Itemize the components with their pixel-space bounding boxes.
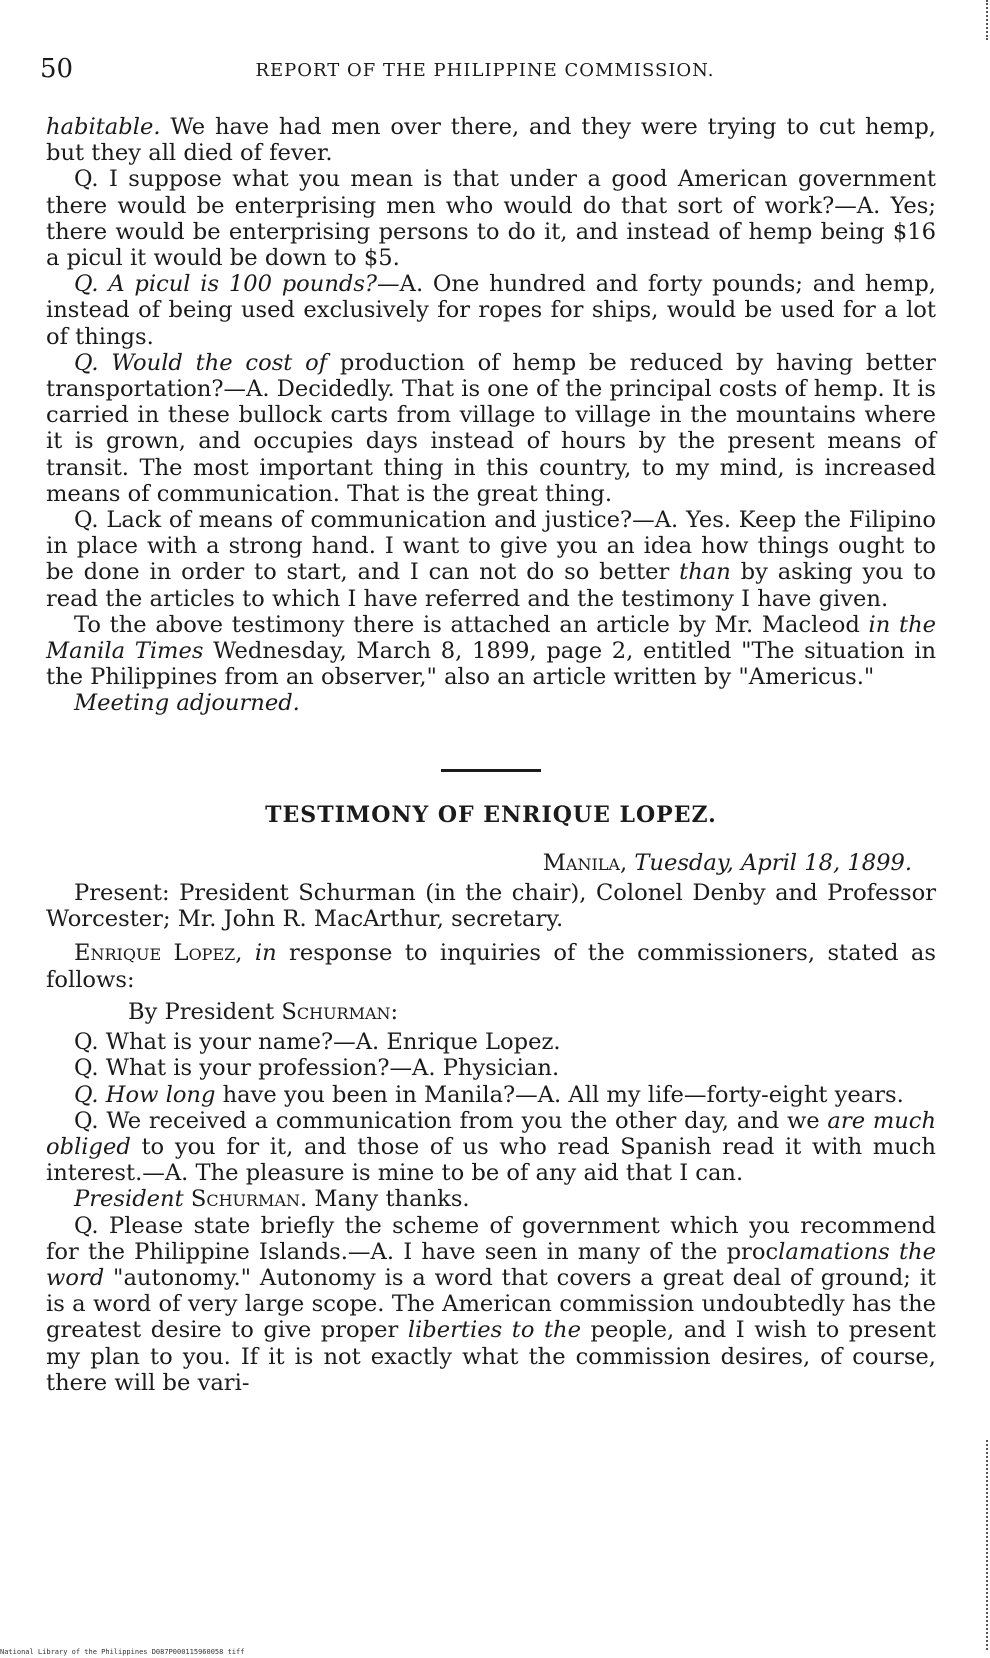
paragraph-text: Q. We received a communication from you the other day, and we: [74, 1107, 828, 1134]
paragraph-text: Many thanks.: [307, 1186, 470, 1213]
italic-text: liberties to the: [407, 1317, 581, 1344]
paragraph-text: people, and I wish to present my plan to you. If it is not exactly what the commission desires, of course, there will be vari-: [46, 1317, 937, 1396]
paragraph-text: production of hemp be reduced by having better transportation?—A. Decidedly. That is one of the principal costs of hemp. It is carried in these bullock carts from village to village in the mountains where it is grown, and occupies days instead of hours by the present means of transit. The most important thing in this country, to my mind, is increased means of communication. That is the great thing.: [46, 349, 936, 507]
paragraph: [46, 612, 936, 691]
page-header: [40, 54, 930, 86]
paragraph: [46, 271, 936, 350]
present-line: Present: President Schurman (in the chair), Colonel Denby and Professor Worcester; Mr. John R. MacArthur, secretary.: [46, 880, 936, 933]
question-answer: [46, 1082, 936, 1108]
question-answer: [46, 1108, 936, 1187]
examiner-prefix: By President: [128, 998, 282, 1025]
paragraph-text: We have had men over there, and they were trying to cut hemp, but they all died of fever.: [46, 114, 936, 167]
italic-text: habitable.: [46, 114, 161, 140]
paragraph: [46, 690, 936, 716]
paragraph-text: by asking you to read the articles to which I have referred and the testimony I have given.: [46, 559, 936, 612]
question-answer: [46, 1213, 936, 1396]
italic-text: than: [679, 559, 731, 586]
intro-paragraph: [46, 940, 936, 992]
section-title: TESTIMONY OF ENRIQUE LOPEZ.: [265, 801, 717, 828]
page-number: 50: [40, 54, 74, 84]
examiner-name: Schurman:: [281, 998, 399, 1025]
paragraph-text: Wednesday, March 8, 1899, page 2, entitled "The situation in the Philippines from an observer," also an article written by "Americus.": [46, 638, 936, 691]
running-head: REPORT OF THE PHILIPPINE COMMISSION.: [255, 60, 715, 81]
italic-text: are much obliged: [46, 1107, 936, 1160]
italic-text: Q. How long: [74, 1081, 216, 1108]
paragraph: [46, 507, 936, 612]
scan-edge: [980, 0, 988, 40]
witness-name: Enrique Lopez,: [74, 940, 243, 967]
section-divider: [441, 769, 541, 772]
italic-text: Q. Would the cost of: [74, 349, 328, 376]
paragraph-text: "autonomy." Autonomy is a word that covers a great deal of ground; it is a word of very large scope. The American commission undoubtedly has the greatest desire to give proper: [46, 1264, 936, 1344]
dateline: [46, 850, 936, 876]
italic-text: in the Manila Times: [46, 611, 936, 665]
president-remark: [46, 1186, 936, 1212]
dateline-place: Manila,: [542, 849, 628, 876]
italic-text: in: [254, 940, 277, 967]
meeting-adjourned: Meeting adjourned.: [74, 690, 300, 717]
examiner-line: [46, 999, 936, 1025]
paragraph-text: Q. Please state briefly the scheme of government which you recommend for the Philippine Islands.—A. I have seen in many of the proc: [46, 1212, 936, 1265]
paragraph-text: To the above testimony there is attached an article by Mr. Macleod: [74, 611, 869, 638]
dateline-date: Tuesday, April 18, 1899.: [634, 849, 912, 876]
question-answer: Q. What is your name?—A. Enrique Lopez.: [74, 1029, 561, 1056]
paragraph-text: —A. One hundred and forty pounds; and hemp, instead of being used exclusively for ropes for ships, would be used for a lot of things.: [46, 271, 936, 350]
speaker-name: Schurman.: [183, 1186, 308, 1213]
paragraph: [46, 114, 936, 166]
paragraph-text: response to inquiries of the commissioners, stated as follows:: [46, 940, 936, 993]
speaker-title: President: [74, 1186, 184, 1213]
italic-text: Q. A picul is 100 pounds?: [74, 271, 378, 298]
question-answer: Q. What is your profession?—A. Physician.: [74, 1055, 560, 1082]
paragraph-text: Q. Lack of means of communication and justice?—A. Yes. Keep the Filipino in place with a strong hand. I want to give you an idea how things ought to be done in order to start, and I can not do so better: [46, 507, 936, 586]
paragraph-text: to you for it, and those of us who read Spanish read it with much interest.—A. The pleasure is mine to be of any aid that I can.: [46, 1133, 936, 1187]
scan-footer: National Library of the Philippines D087P000115960058 tiff: [0, 1648, 245, 1656]
paragraph: Q. I suppose what you mean is that under a good American government there would be enterprising men who would do that sort of work?—A. Yes; there would be enterprising persons to do it, and instead of hemp being $16 a picul it would be down to $5.: [46, 166, 936, 272]
italic-text: lamations the word: [46, 1238, 936, 1291]
scan-edge: [980, 1440, 988, 1650]
paragraph-text: have you been in Manila?—A. All my life—forty-eight years.: [215, 1081, 904, 1108]
page-body: [46, 114, 936, 1396]
paragraph: [46, 350, 936, 507]
